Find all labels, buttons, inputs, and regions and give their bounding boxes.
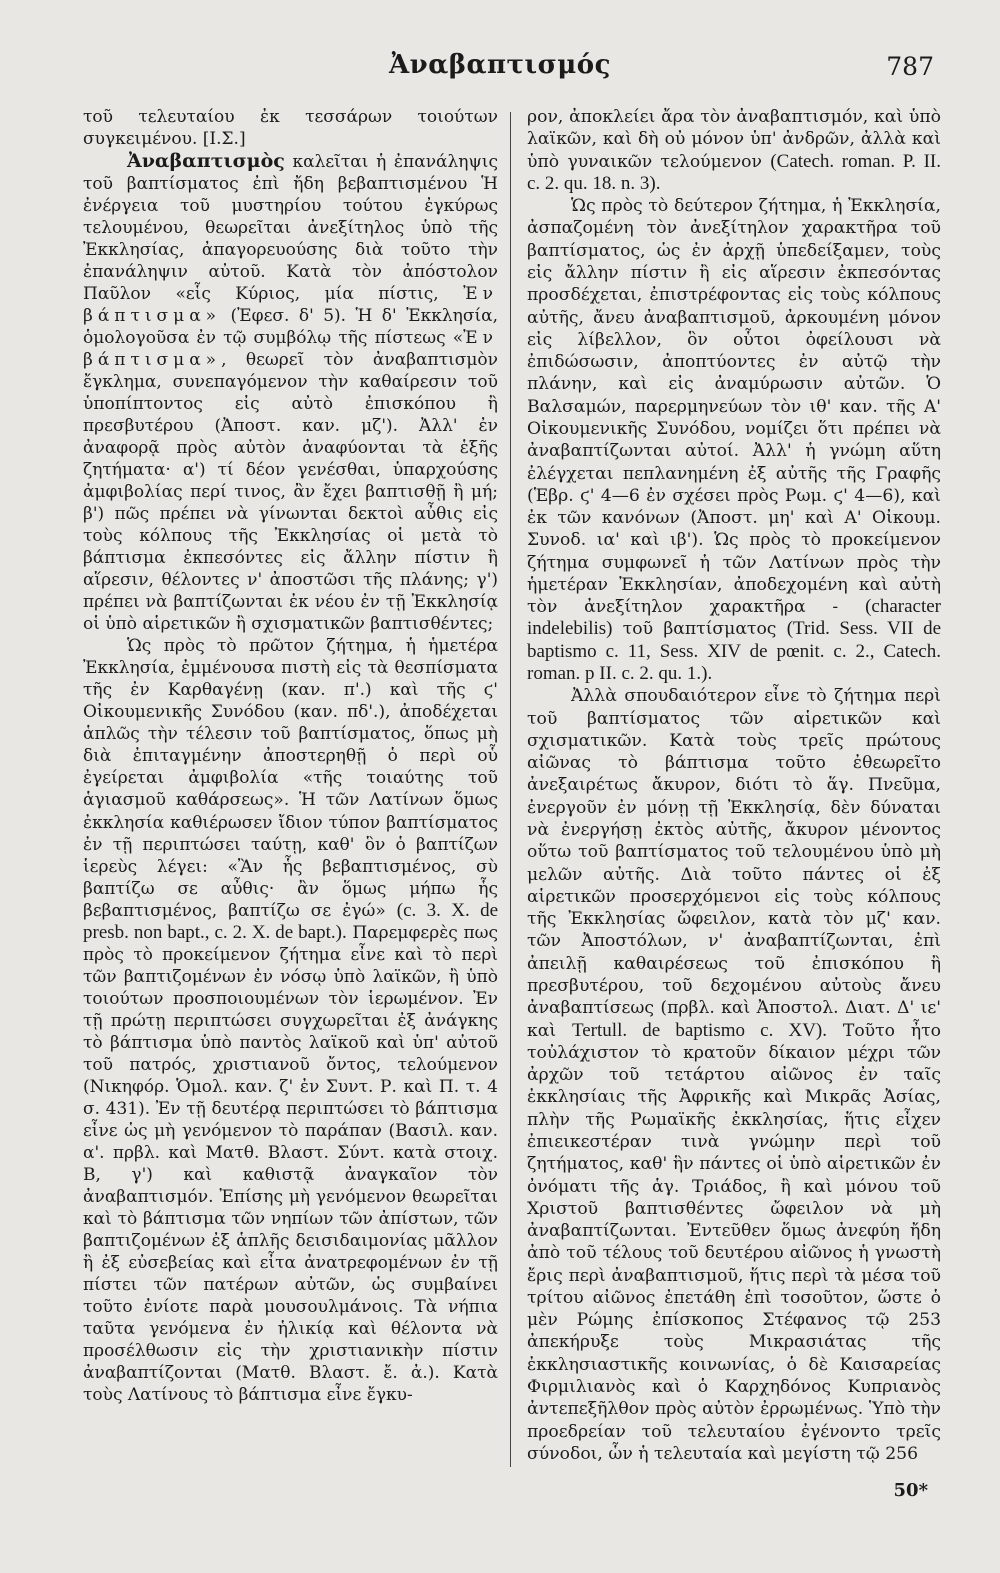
spaced-quote: Ἐν βάπτισμα» bbox=[83, 284, 499, 327]
text-run: τοῦ τελευταίου ἐκ τεσσάρων τοιούτων συγκειμένου. [Ι.Σ.] bbox=[83, 107, 498, 150]
latin-citation: Tertull. de baptismo c. XV). bbox=[571, 1019, 827, 1041]
latin-citation: (Trid. Sess. VII de baptismo c. 11, Sess. XIV de pœnit. c. 2., Catech. roman. p II. c. 2. qu. 1.). bbox=[527, 618, 941, 685]
lemma-heading: Ἀναβαπτισμὸς bbox=[127, 150, 285, 173]
text-run: Παρεμφερὲς πως πρὸς τὸ προκείμενον ζήτημα εἶνε καὶ τὸ περὶ τῶν βαπτιζομένων ἐν νόσῳ ὑπὸ λαϊκῶν, ἢ ὑπὸ τοιούτων προσποιουμένων τὸν ἱερωμένον. Ἐν τῇ πρώτῃ περιπτώσει συγχωρεῖται ἐξ ἀνάγκης τὸ βάπτισμα ὑπὸ παντὸς λαϊκοῦ καὶ ὑπ' αὐτοῦ τοῦ πατρός, χριστιανοῦ ὄντος, τελούμενον (Νικηφόρ. Ὁμολ. καν. ζ' ἐν Συντ. Ρ. καὶ Π. τ. 4 σ. 431). Ἐν τῇ δευτέρᾳ περιπτώσει τὸ βάπτισμα εἶνε ὡς μὴ γενόμενον τὸ παράπαν (Βασιλ. καν. α'. πρβλ. καὶ Ματθ. Βλαστ. Σύντ. κατὰ στοιχ. Β, γ') καὶ καθιστᾷ ἀναγκαῖον τὸν ἀναβαπτισμόν. Ἐπίσης μὴ γενόμενον θεωρεῖται καὶ τὸ βάπτισμα τῶν νηπίων τῶν ἀπίστων, τῶν βαπτιζομένων ἐξ ἁπλῆς δεισιδαιμονίας μᾶλλον ἢ ἐξ εὐσεβείας καὶ εἶτα ἀνατρεφομένων ἐν τῇ πίστει τῶν πατέρων αὐτῶν, ὡς συμβαίνει τοῦτο ἐνίοτε παρὰ μουσουλμάνοις. Τὰ νήπια ταῦτα γενόμενα ἐν ἡλικίᾳ καὶ θέλοντα νὰ προσέλθωσιν εἰς τὴν χριστιανικὴν πίστιν ἀναβαπτίζονται (Ματθ. Βλαστ. ἔ. ἀ.). Κατὰ τοὺς Λατίνους τὸ βάπτισμα εἶνε ἔγκυ- bbox=[83, 922, 498, 1405]
page-number: 787 bbox=[886, 52, 934, 81]
paragraph bbox=[83, 106, 498, 150]
latin-citation: (Catech. roman. P. II. c. 2. qu. 18. n. 3). bbox=[527, 150, 941, 194]
paragraph bbox=[527, 685, 941, 1465]
text-run: ρον, ἀποκλείει ἄρα τὸν ἀναβαπτισμόν, καὶ ὑπὸ λαϊκῶν, καὶ δὴ οὐ μόνον ὑπ' ἀνδρῶν, ἀλλὰ καὶ ὑπὸ γυναικῶν τελούμενον bbox=[527, 107, 941, 172]
paragraph bbox=[83, 635, 498, 1406]
text-run: Ὡς πρὸς τὸ πρῶτον ζήτημα, ἡ ἡμετέρα Ἐκκλησία, ἐμμένουσα πιστὴ εἰς τὰ θεσπίσματα τῆς ἐν Καρθαγένῃ (καν. π'.) καὶ τῆς ϛ' Οἰκουμενικῆς Συνόδου (καν. πδ'.), ἀποδέχεται ἁπλῶς τὴν τέλεσιν τοῦ βαπτίσματος, ὅπως μὴ διὰ ἐπιταγμένην ἀποστερηθῇ ὁ περὶ οὗ ἐγείρεται ἀμφιβολία «τῆς τοιαύτης τοῦ ἁγιασμοῦ καθάρσεως». Ἡ τῶν Λατίνων ὅμως ἐκκλησία καθιέρωσεν ἴδιον τύπον βαπτίσματος ἐν τῇ περιπτώσει ταύτῃ, καθ' ὃν ὁ βαπτίζων ἱερεὺς λέγει: «Ἂν ἧς βεβαπτισμένος, σὺ βαπτίζω σε αὖθις· ἂν ὅμως μήπω ἧς βεβαπτισμένος, βαπτίζω σε ἐγώ» bbox=[83, 636, 498, 921]
latin-citation: (c. 3. X. de presb. non bapt., c. 2. X. de bapt.). bbox=[83, 899, 499, 943]
paragraph bbox=[527, 106, 941, 195]
right-column bbox=[527, 106, 941, 1465]
latin-citation: (character indelebilis) bbox=[527, 596, 941, 640]
text-run: Ἀλλὰ σπουδαιότερον εἶνε τὸ ζήτημα περὶ τοῦ βαπτίσματος τῶν αἱρετικῶν καὶ σχισματικῶν. Κατὰ τοὺς τρεῖς πρώτους αἰῶνας τὸ βάπτισμα τοῦτο ἐθεωρεῖτο ἀνεξαιρέτως ἄκυρον, διότι τὸ ἅγ. Πνεῦμα, ἐνεργοῦν ἐν μόνῃ τῇ Ἐκκλησίᾳ, δὲν δύναται νὰ ἐνεργήσῃ ἐκτὸς αὐτῆς, ἄκυρον μένοντος οὕτω τοῦ βαπτίσματος τοῦ τελουμένου ὑπὸ μὴ μελῶν αὐτῆς. Διὰ τοῦτο πάντες οἱ ἐξ αἱρετικῶν προσερχόμενοι εἰς τοὺς κόλπους τῆς Ἐκκλησίας ὤφειλον, κατὰ τὸν μζ' καν. τῶν Ἀποστόλων, ν' ἀναβαπτίζωνται, ἐπὶ ἀπειλῇ καθαιρέσεως τοῦ ἐπισκόπου ἢ πρεσβυτέρου, τοῦ δεχομένου αὐτοὺς ἄνευ ἀναβαπτίσεως (πρβλ. καὶ Ἀποστολ. Διατ. Δ' ιε' καὶ bbox=[527, 686, 941, 1041]
paragraph bbox=[527, 195, 941, 685]
left-column bbox=[83, 106, 498, 1406]
column-divider bbox=[510, 112, 511, 1467]
lemma-paragraph bbox=[83, 150, 498, 635]
text-run: Ὡς πρὸς τὸ δεύτερον ζήτημα, ἡ Ἐκκλησία, ἀσπαζομένη τὸν ἀνεξίτηλον χαρακτῆρα τοῦ βαπτίσματος, ὡς ἐν ἀρχῇ ὑπεδείξαμεν, τοὺς εἰς ἄλλην πίστιν ἢ εἰς αἵρεσιν ἐκπεσόντας προσδέχεται, ἐπιστρέφοντας εἰς τοὺς κόλπους αὐτῆς, ἄνευ ἀναβαπτισμοῦ, ἀρκουμένη μόνον εἰς λίβελλον, ὃν οὗτοι ὀφείλουσι νὰ ἐπιδώσωσιν, ἀποπτύοντες ἐν αὐτῷ τὴν πλάνην, καὶ εἰς ἀναμύρωσιν αὐτῶν. Ὁ Βαλσαμών, παρερμηνεύων τὸν ιθ' καν. τῆς Α' Οἰκουμενικῆς Συνόδου, νομίζει ὅτι πρέπει νὰ ἀναβαπτίζωνται αὐτοί. Ἀλλ' ἡ γνώμη αὕτη ἐλέγχεται πεπλανημένη ἐξ αὐτῆς τῆς Γραφῆς (Ἑβρ. ϛ' 4—6 ἐν σχέσει πρὸς Ρωμ. ϛ' 4—6), καὶ ἐκ τῶν κανόνων (Ἀποστ. μη' καὶ Α' Οἰκουμ. Συνοδ. ια' καὶ ιβ'). Ὡς πρὸς τὸ προκείμενον ζήτημα συμφωνεῖ ἡ τῶν Λατίνων πρὸς τὴν ἡμετέραν Ἐκκλησίαν, ἀποδεχομένη καὶ αὐτὴ τὸν ἀνεξίτηλον χαρακτῆρα - bbox=[527, 196, 941, 618]
text-run: (Ἐφεσ. δ' 5). Ἡ δ' Ἐκκλησία, ὁμολογοῦσα ἐν τῷ συμβόλῳ τῆς πίστεως « bbox=[83, 306, 499, 349]
text-run: τοῦ βαπτίσματος bbox=[622, 619, 777, 640]
signature-mark: 50* bbox=[893, 1480, 928, 1501]
text-run: καλεῖται ἡ ἐπανάληψις τοῦ βαπτίσματος ἐπὶ ἤδη βεβαπτισμένου Ἡ ἐνέργεια τοῦ μυστηρίου τούτου ἐγκύρως τελουμένου, θεωρεῖται ἀνεξίτηλος ὑπὸ τῆς Ἐκκλησίας, ἀπαγορευούσης διὰ τοῦτο τὴν ἐπανάληψιν αὐτοῦ. Κατὰ τὸν ἀπόστολον Παῦλον «εἷς Κύριος, μία πίστις, bbox=[83, 152, 498, 305]
text-run: , θεωρεῖ τὸν ἀναβαπτισμὸν ἔγκλημα, συνεπαγόμενον τὴν καθαίρεσιν τοῦ ὑποπίπτοντος εἰς αὐτὸ ἐπισκόπου ἢ πρεσβυτέρου (Ἀποστ. καν. μζ'). Ἀλλ' ἐν ἀναφορᾷ πρὸς αὐτὸν ἀναφύονται τὰ ἑξῆς ζητήματα· α') τί δέον γενέσθαι, ὑπαρχούσης ἀμφιβολίας περί τινος, ἂν ἔχει βαπτισθῇ ἢ μή; β') πῶς πρέπει νὰ γίνωνται δεκτοὶ αὖθις εἰς τοὺς κόλπους τῆς Ἐκκλησίας οἱ μετὰ τὸ βάπτισμα ἐκπεσόντες εἰς ἄλλην πίστιν ἢ αἵρεσιν, θέλοντες ν' ἀποστῶσι τῆς πλάνης; γ') πρέπει νὰ βαπτίζωνται ἐκ νέου ἐν τῇ Ἐκκλησίᾳ οἱ ὑπὸ αἱρετικῶν ἢ σχισματικῶν βαπτισθέντες; bbox=[83, 350, 498, 635]
text-run: Τοῦτο ἦτο τοὐλάχιστον τὸ κρατοῦν δίκαιον μέχρι τῶν ἀρχῶν τοῦ τετάρτου αἰῶνος ἐν ταῖς ἐκκλησίαις τῆς Ἀφρικῆς καὶ Μικρᾶς Ἀσίας, πλὴν τῆς Ρωμαϊκῆς ἐκκλησίας, ἥτις εἶχεν ἐπιεικεστέραν τινὰ γνώμην περὶ τοῦ ζητήματος, καθ' ἣν πάντες οἱ ὑπὸ αἱρετικῶν ἐν ὀνόματι τῆς ἁγ. Τριάδος, ἢ καὶ μόνου τοῦ Χριστοῦ βαπτισθέντες ὤφειλον νὰ μὴ ἀναβαπτίζωνται. Ἐντεῦθεν ὅμως ἀνεφύη ἤδη ἀπὸ τοῦ τέλους τοῦ δευτέρου αἰῶνος ἡ γνωστὴ ἔρις περὶ ἀναβαπτισμοῦ, ἥτις περὶ τὰ μέσα τοῦ τρίτου αἰῶνος ἐπετάθη ἐπὶ τοσοῦτον, ὥστε ὁ μὲν Ρώμης ἐπίσκοπος Στέφανος τῷ 253 ἀπεκήρυξε τοὺς Μικρασιάτας τῆς ἐκκλησιαστικῆς κοινωνίας, ὁ δὲ Καισαρείας Φιρμιλιανὸς καὶ ὁ Καρχηδόνος Κυπριανὸς ἀντεπεξῆλθον πρὸς αὐτὸν ἐρρωμένως. Ὑπὸ τὴν προεδρείαν τοῦ τελευταίου ἐγένοντο τρεῖς σύνοδοι, ὧν ἡ τελευταία καὶ μεγίστη τῷ 256 bbox=[527, 1020, 942, 1464]
spaced-quote: Ἐν βάπτισμα» bbox=[83, 328, 498, 371]
running-title: Ἀναβαπτισμός bbox=[389, 50, 611, 80]
